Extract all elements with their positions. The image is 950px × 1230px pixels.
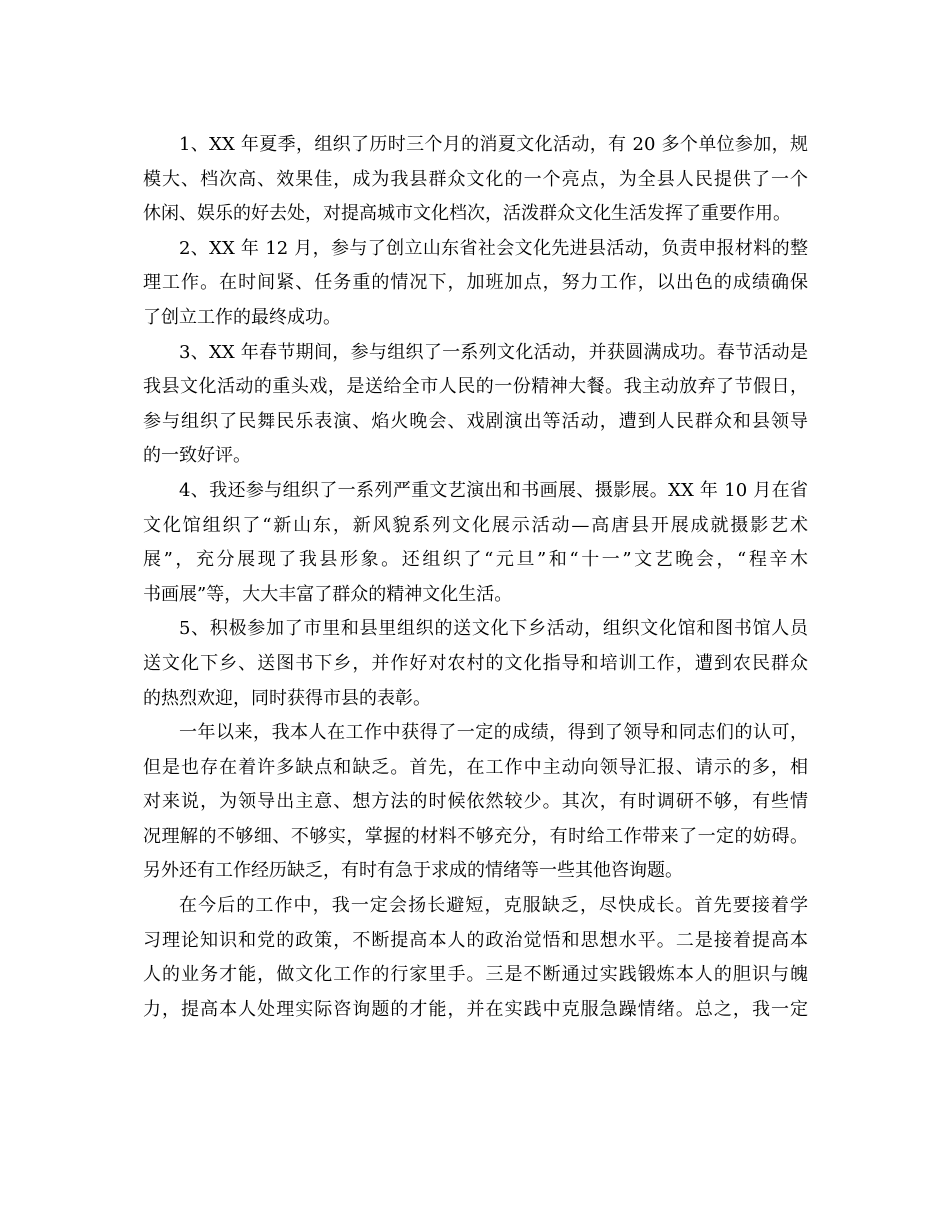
- paragraph-6: [143, 716, 808, 889]
- text-line: 书画展”等，大大丰富了群众的精神文化生活。: [143, 583, 513, 605]
- text-line: 但是也存在着许多缺点和缺乏。首先，在工作中主动向领导汇报、请示的多，相: [143, 756, 808, 778]
- text-line: 休闲、娱乐的好去处，对提高城市文化档次，活泼群众文化生活发挥了重要作用。: [143, 203, 791, 225]
- text-line: 另外还有工作经历缺乏，有时有急于求成的情绪等一些其他咨询题。: [143, 860, 683, 882]
- document-body: [143, 128, 808, 1027]
- text-line: 文化馆组织了“新山东，新风貌系列文化展示活动—高唐县开展成就摄影艺术: [143, 514, 808, 536]
- paragraph-1: [143, 128, 808, 232]
- text-line: 习理论知识和党的政策，不断提高本人的政治觉悟和思想水平。二是接着提高本: [143, 929, 808, 951]
- paragraph-2: [143, 232, 808, 336]
- text-line: 了创立工作的最终成功。: [143, 306, 341, 328]
- text-line: 理工作。在时间紧、任务重的情况下，加班加点，努力工作，以出色的成绩确保: [143, 272, 808, 294]
- text-line: 况理解的不够细、不够实，掌握的材料不够充分，有时给工作带来了一定的妨碍。: [143, 825, 808, 847]
- text-line: 3、XX 年春节期间，参与组织了一系列文化活动，并获圆满成功。春节活动是: [179, 341, 808, 363]
- text-line: 对来说，为领导出主意、想方法的时候依然较少。其次，有时调研不够，有些情: [143, 791, 808, 813]
- text-line: 1、XX 年夏季，组织了历时三个月的消夏文化活动，有 20 多个单位参加，规: [179, 134, 808, 155]
- text-line: 一年以来，我本人在工作中获得了一定的成绩，得到了领导和同志们的认可，: [179, 722, 808, 744]
- text-line: 4、我还参与组织了一系列严重文艺演出和书画展、摄影展。XX 年 10 月在省: [179, 479, 808, 501]
- text-line: 5、积极参加了市里和县里组织的送文化下乡活动，组织文化馆和图书馆人员: [179, 618, 808, 640]
- text-line: 参与组织了民舞民乐表演、焰火晚会、戏剧演出等活动，遭到人民群众和县领导: [143, 410, 808, 432]
- text-line: 的热烈欢迎，同时获得市县的表彰。: [143, 687, 431, 709]
- text-line: 模大、档次高、效果佳，成为我县群众文化的一个亮点，为全县人民提供了一个: [143, 168, 808, 190]
- paragraph-7: [143, 889, 808, 1027]
- text-line: 在今后的工作中，我一定会扬长避短，克服缺乏，尽快成长。首先要接着学: [179, 895, 808, 917]
- paragraph-5: [143, 612, 808, 716]
- text-line: 展”，充分展现了我县形象。还组织了“元旦”和“十一”文艺晚会，“程辛木: [143, 549, 808, 571]
- text-line: 的一致好评。: [143, 445, 251, 467]
- text-line: 人的业务才能，做文化工作的行家里手。三是不断通过实践锻炼本人的胆识与魄: [143, 964, 808, 986]
- text-line: 我县文化活动的重头戏，是送给全市人民的一份精神大餐。我主动放弃了节假日，: [143, 376, 808, 398]
- text-line: 力，提高本人处理实际咨询题的才能，并在实践中克服急躁情绪。总之，我一定: [143, 998, 808, 1020]
- paragraph-4: [143, 474, 808, 612]
- text-line: 送文化下乡、送图书下乡，并作好对农村的文化指导和培训工作，遭到农民群众: [143, 652, 808, 674]
- paragraph-3: [143, 336, 808, 474]
- text-line: 2、XX 年 12 月，参与了创立山东省社会文化先进县活动，负责申报材料的整: [179, 237, 808, 259]
